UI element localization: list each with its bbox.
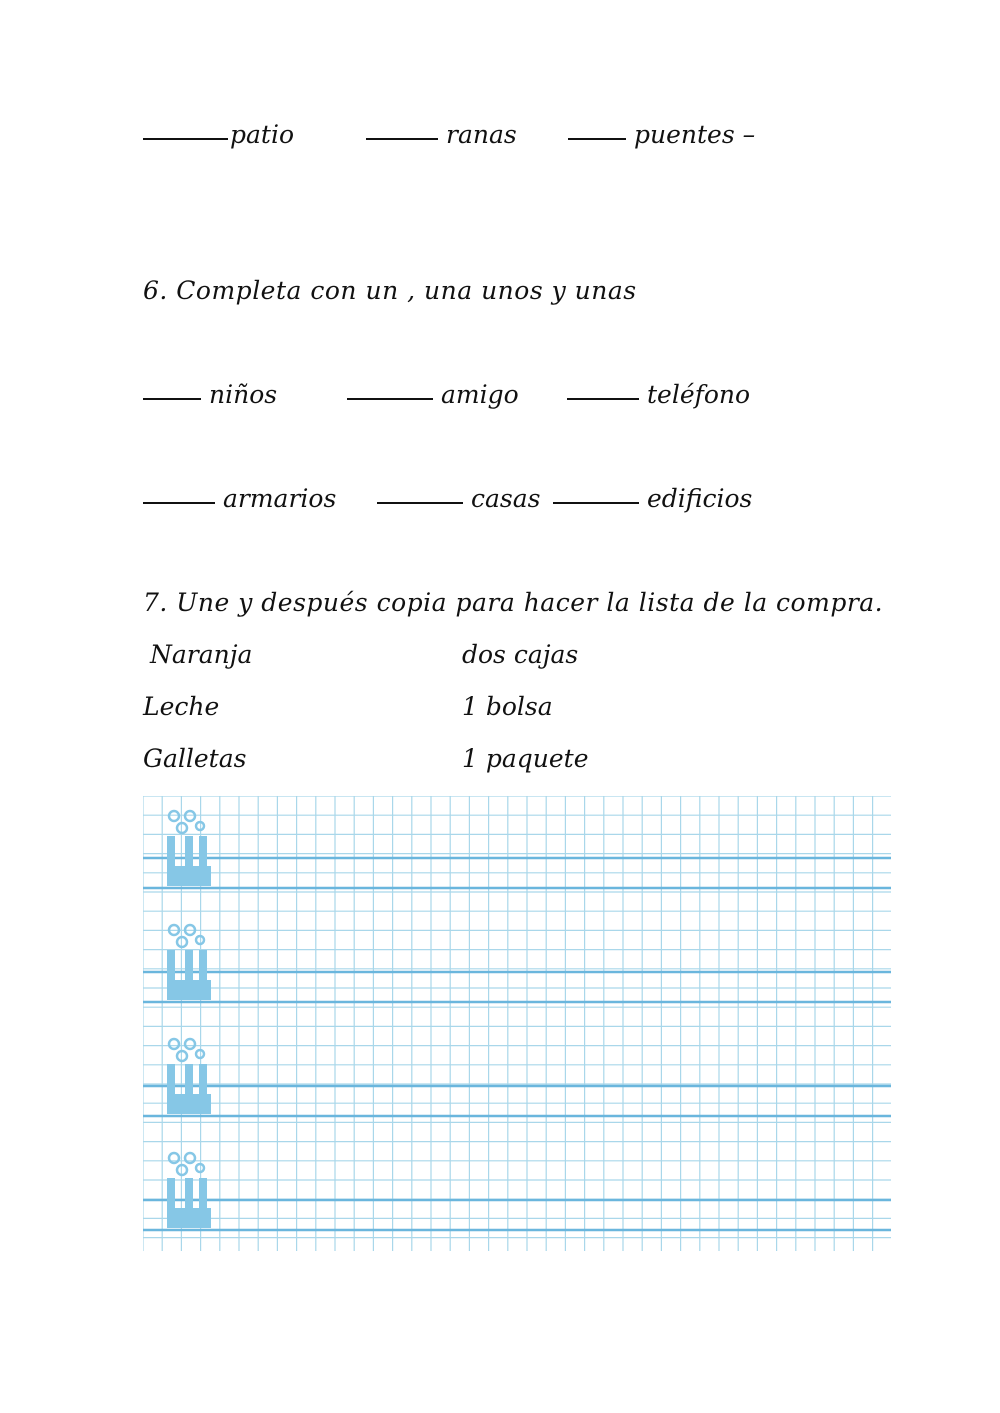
word-label: casas [471, 484, 541, 513]
margin-figure-dot [185, 1039, 195, 1049]
margin-figure-bar [199, 950, 207, 984]
answer-blank[interactable] [143, 501, 215, 504]
margin-figure-dot [169, 811, 179, 821]
margin-figure-bar [185, 950, 193, 984]
word-label: puentes – [634, 120, 756, 149]
word-label: edificios [647, 484, 753, 513]
blank-item-amigo [347, 380, 519, 409]
answer-blank[interactable] [567, 397, 639, 400]
blank-item-ninos [143, 380, 277, 409]
word-label: patio [230, 120, 295, 149]
answer-blank[interactable] [568, 137, 626, 140]
margin-figure-bar [185, 836, 193, 870]
quantity-dos-cajas[interactable]: dos cajas [462, 640, 579, 669]
blank-item-patio [143, 120, 294, 149]
answer-blank[interactable] [377, 501, 463, 504]
word-label: teléfono [647, 380, 751, 409]
margin-figure-dot [169, 1039, 179, 1049]
word-label: amigo [441, 380, 519, 409]
answer-blank[interactable] [366, 137, 438, 140]
margin-figure-dot [185, 811, 195, 821]
margin-figure-dot [169, 1153, 179, 1163]
product-naranja[interactable]: Naranja [150, 640, 253, 669]
margin-figure-bar [167, 1178, 175, 1212]
answer-blank[interactable] [347, 397, 433, 400]
word-label: armarios [223, 484, 337, 513]
margin-figure-block [167, 980, 211, 1000]
margin-figure-dot [185, 1153, 195, 1163]
word-label: niños [209, 380, 278, 409]
margin-figure-bar [167, 1064, 175, 1098]
margin-figure-bar [199, 836, 207, 870]
blank-item-telefono [567, 380, 750, 409]
quantity-1-paquete[interactable]: 1 paquete [462, 744, 589, 773]
writing-grid[interactable] [143, 796, 891, 1251]
quantity-1-bolsa[interactable]: 1 bolsa [462, 692, 553, 721]
margin-figure-bar [167, 950, 175, 984]
margin-figure-bar [185, 1178, 193, 1212]
exercise-7-title: 7. Une y después copia para hacer la lista de la compra. [143, 588, 884, 617]
blank-item-ranas [366, 120, 517, 149]
blank-item-puentes [568, 120, 755, 149]
product-galletas[interactable]: Galletas [143, 744, 247, 773]
answer-blank[interactable] [553, 501, 639, 504]
margin-figure-bar [167, 836, 175, 870]
margin-figure-bar [199, 1064, 207, 1098]
answer-blank[interactable] [143, 137, 228, 140]
answer-blank[interactable] [143, 397, 201, 400]
exercise-6-title: 6. Completa con un , una unos y unas [143, 276, 637, 305]
blank-item-casas [377, 484, 540, 513]
blank-item-edificios [553, 484, 752, 513]
margin-figure-bar [199, 1178, 207, 1212]
blank-item-armarios [143, 484, 336, 513]
word-label: ranas [446, 120, 517, 149]
margin-figure-block [167, 866, 211, 886]
margin-figure-block [167, 1208, 211, 1228]
margin-figure-block [167, 1094, 211, 1114]
margin-figure-bar [185, 1064, 193, 1098]
product-leche[interactable]: Leche [143, 692, 220, 721]
